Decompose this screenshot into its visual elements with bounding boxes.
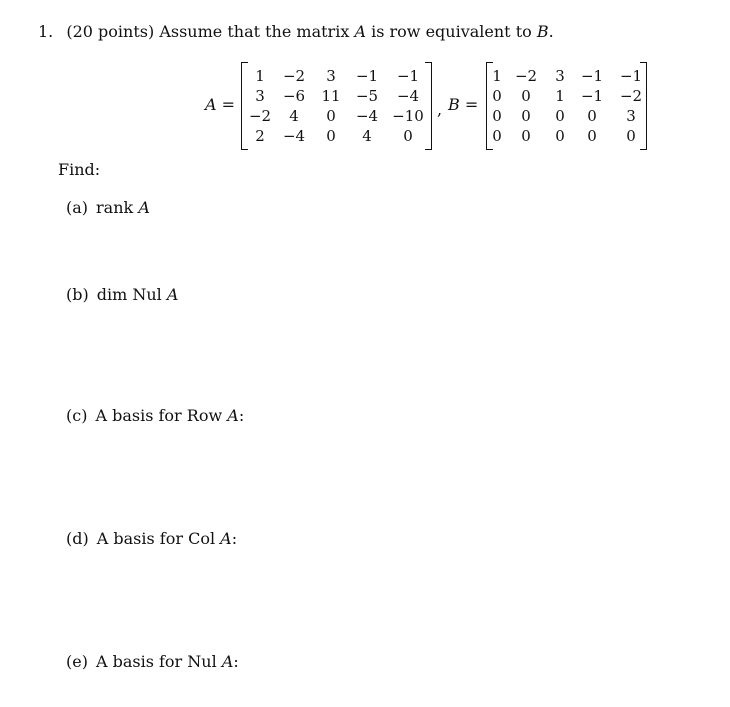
matrix-a-cell: 11 (321, 87, 341, 105)
matrix-b-cell: 0 (626, 127, 636, 145)
var-b: B (536, 22, 549, 41)
matrix-a-cell: 4 (289, 107, 299, 125)
matrix-b-cell: 0 (492, 107, 502, 125)
matrix-b-cell: 0 (521, 127, 531, 145)
part-c: (c) A basis for Row A: (66, 406, 245, 425)
matrix-b-cell: 0 (521, 107, 531, 125)
matrix-separator: , (437, 100, 443, 119)
matrix-a-cell: 3 (255, 87, 265, 105)
statement-mid: is row equivalent to (371, 22, 532, 41)
matrix-b-cell: 0 (492, 87, 502, 105)
matrix-b-cell: 3 (626, 107, 636, 125)
matrix-a (246, 66, 430, 146)
problem-number: 1. (38, 22, 54, 41)
matrix-a-cell: −4 (396, 87, 420, 105)
matrix-b-cell: 1 (555, 87, 565, 105)
matrix-b-cell: 3 (555, 67, 565, 85)
problem-points: (20 points) (66, 22, 155, 41)
matrix-a-cell: 0 (326, 107, 336, 125)
matrix-b-label: B = (448, 95, 479, 114)
matrix-b-cell: −1 (580, 87, 604, 105)
matrix-a-right-bracket (425, 62, 432, 150)
matrix-a-cell: 1 (255, 67, 265, 85)
matrix-b-cell: 1 (492, 67, 502, 85)
matrix-a-cell: −4 (282, 127, 306, 145)
matrix-b-cell: −1 (580, 67, 604, 85)
matrix-b-cell: 0 (587, 127, 597, 145)
matrix-a-cell: −1 (355, 67, 379, 85)
find-label: Find: (58, 160, 101, 179)
statement-pre: Assume that the matrix (159, 22, 350, 41)
matrix-a-cell: 0 (326, 127, 336, 145)
part-d: (d) A basis for Col A: (66, 529, 238, 548)
matrix-b-cell: 0 (492, 127, 502, 145)
matrix-b-right-bracket (640, 62, 647, 150)
matrix-b-cell: −1 (619, 67, 643, 85)
part-e: (e) A basis for Nul A: (66, 652, 239, 671)
matrix-a-cell: −2 (282, 67, 306, 85)
matrix-a-cell: −1 (396, 67, 420, 85)
var-a: A (354, 22, 366, 41)
matrix-b-cell: 0 (587, 107, 597, 125)
statement-end: . (548, 22, 554, 41)
matrix-a-cell: 4 (362, 127, 372, 145)
matrix-a-cell: 3 (326, 67, 336, 85)
matrix-a-cell: −4 (355, 107, 379, 125)
matrix-b (488, 66, 652, 146)
part-a: (a) rank A (66, 198, 150, 217)
matrix-a-cell: −6 (282, 87, 306, 105)
matrix-a-cell: 2 (255, 127, 265, 145)
matrix-b-cell: 0 (555, 127, 565, 145)
matrix-b-cell: −2 (619, 87, 643, 105)
part-b: (b) dim Nul A (66, 285, 179, 304)
matrix-a-cell: −5 (355, 87, 379, 105)
matrix-b-cell: 0 (555, 107, 565, 125)
matrix-a-cell: −10 (392, 107, 424, 125)
matrix-a-label: A = (205, 95, 236, 114)
problem-statement (38, 22, 554, 41)
matrix-a-cell: −2 (248, 107, 272, 125)
matrix-b-cell: −2 (514, 67, 538, 85)
matrix-b-cell: 0 (521, 87, 531, 105)
matrix-a-cell: 0 (403, 127, 413, 145)
